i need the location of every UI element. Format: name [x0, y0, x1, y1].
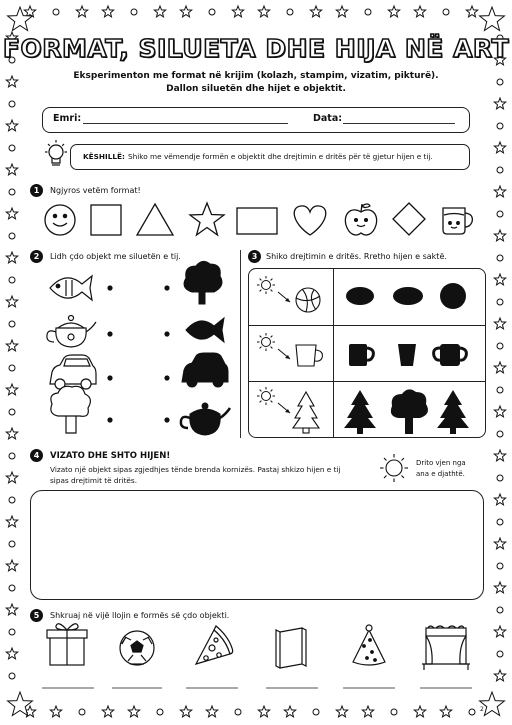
shapes-row [0, 198, 512, 244]
border-circle-icon [9, 145, 15, 151]
section-5-instruction: Shkruaj në vijë llojin e formës së çdo objekti. [50, 611, 230, 620]
border-star-icon [494, 318, 505, 329]
shadow-option-pine-tree[interactable] [437, 390, 469, 434]
triangle-shape[interactable] [137, 204, 173, 235]
border-circle-icon [497, 475, 503, 481]
arrow-icon [278, 403, 290, 413]
border-circle-icon [365, 9, 371, 15]
border-star-icon [50, 706, 61, 717]
border-star-icon [154, 6, 165, 17]
border-circle-icon [287, 9, 293, 15]
border-star-icon [388, 6, 399, 17]
fish-object [50, 276, 92, 300]
shadow-option-cup[interactable] [398, 344, 416, 366]
fish-silhouette[interactable] [186, 318, 224, 342]
border-circle-icon [497, 563, 503, 569]
border-circle-icon [443, 9, 449, 15]
section-1-instruction: Ngjyros vetëm format! [50, 186, 141, 195]
section-5-number: 5 [30, 609, 43, 622]
border-star-icon [494, 186, 505, 197]
smiley-face-shape[interactable] [45, 205, 75, 235]
subtitle [60, 70, 452, 96]
border-circle-icon [9, 101, 15, 107]
border-circle-icon [9, 497, 15, 503]
border-circle-icon [9, 189, 15, 195]
matching-area [0, 258, 240, 448]
border-star-icon [180, 6, 191, 17]
border-star-icon [6, 560, 17, 571]
apple-shape[interactable] [345, 204, 376, 235]
section-2-number: 2 [30, 250, 43, 263]
name-date-box [42, 107, 470, 133]
border-circle-icon [497, 607, 503, 613]
sun-icon [257, 333, 275, 351]
border-star-icon [494, 98, 505, 109]
border-circle-icon [469, 709, 475, 715]
border-star-icon [232, 6, 243, 17]
date-line[interactable] [343, 123, 455, 124]
border-star-icon [494, 538, 505, 549]
border-circle-icon [209, 9, 215, 15]
book-object [276, 628, 306, 668]
border-circle-icon [391, 709, 397, 715]
border-circle-icon [79, 709, 85, 715]
teapot-silhouette[interactable] [181, 403, 230, 435]
shadow-option-mug[interactable] [434, 344, 467, 366]
diamond-shape[interactable] [393, 203, 425, 235]
light-note-1: Drito vjen nga [416, 459, 466, 467]
mug-shape[interactable] [443, 208, 472, 234]
name-line[interactable] [83, 123, 288, 124]
border-star-icon [6, 604, 17, 615]
border-star-icon [6, 76, 17, 87]
section-3-number: 3 [248, 250, 261, 263]
tree-silhouette[interactable] [184, 261, 222, 304]
border-star-icon [466, 6, 477, 17]
border-star-icon [336, 706, 347, 717]
sun-icon [257, 276, 275, 294]
car-object [50, 355, 96, 389]
objects-row [0, 620, 512, 692]
border-star-icon [102, 706, 113, 717]
border-circle-icon [497, 123, 503, 129]
border-star-icon [494, 362, 505, 373]
name-label: Emri: [53, 113, 82, 124]
border-circle-icon [497, 79, 503, 85]
border-star-icon [180, 706, 191, 717]
theater-stage-object [422, 626, 470, 670]
border-star-icon [128, 706, 139, 717]
rectangle-shape[interactable] [237, 208, 277, 234]
border-star-icon [6, 164, 17, 175]
light-note-2: ana e djathtë. [416, 470, 465, 478]
border-star-icon [6, 120, 17, 131]
section-2-instruction: Lidh çdo objekt me siluetën e tij. [50, 252, 181, 261]
border-circle-icon [235, 709, 241, 715]
ball-object [296, 288, 320, 312]
section-1-number: 1 [30, 184, 43, 197]
shadow-option-ellipse[interactable] [393, 287, 423, 305]
shadow-option-round-tree[interactable] [391, 389, 428, 434]
lightbulb-icon [42, 138, 70, 174]
tree-object [51, 386, 91, 433]
border-star-icon [76, 6, 87, 17]
border-circle-icon [9, 541, 15, 547]
border-star-icon [494, 582, 505, 593]
page-number: 2 [480, 706, 484, 713]
shadow-table-drawings [248, 268, 484, 436]
car-silhouette[interactable] [182, 353, 228, 387]
arrow-icon [278, 292, 290, 302]
teapot-object [47, 316, 96, 348]
square-shape[interactable] [91, 205, 121, 235]
section-4-text-2: sipas drejtimit të dritës. [50, 476, 138, 485]
border-circle-icon [497, 519, 503, 525]
border-circle-icon [497, 299, 503, 305]
star-shape[interactable] [190, 203, 224, 235]
border-star-icon [206, 706, 217, 717]
section-4-number: 4 [30, 449, 43, 462]
border-star-icon [284, 706, 295, 717]
border-circle-icon [9, 585, 15, 591]
border-circle-icon [131, 9, 137, 15]
subtitle-line-2: Dallon siluetën dhe hijet e objektit. [166, 84, 346, 94]
border-star-icon [440, 706, 451, 717]
heart-shape[interactable] [294, 206, 326, 235]
border-star-icon [480, 7, 505, 31]
border-star-icon [494, 450, 505, 461]
border-star-icon [494, 142, 505, 153]
border-star-icon [494, 406, 505, 417]
border-star-icon [414, 6, 425, 17]
border-star-icon [494, 274, 505, 285]
page-title: FORMAT, SILUETA DHE HIJA NË ART [2, 34, 510, 63]
gift-object [47, 624, 87, 665]
border-circle-icon [497, 167, 503, 173]
section-3-instruction: Shiko drejtimin e dritës. Rretho hijen e saktë. [266, 252, 447, 261]
sun-icon [378, 452, 410, 484]
subtitle-line-1: Eksperimenton me format në krijim (kolazh, stampim, vizatim, pikturë). [73, 71, 439, 81]
border-circle-icon [9, 453, 15, 459]
border-star-icon [494, 494, 505, 505]
shadow-option-ellipse[interactable] [346, 287, 374, 305]
border-circle-icon [157, 709, 163, 715]
pizza-slice-object [196, 626, 233, 664]
sun-icon [257, 387, 275, 405]
border-star-icon [414, 706, 425, 717]
party-hat-object [353, 625, 385, 665]
border-circle-icon [497, 255, 503, 261]
soccer-ball-object [120, 631, 154, 665]
border-star-icon [258, 6, 269, 17]
shadow-option-pine-tree[interactable] [344, 390, 376, 434]
border-star-icon [102, 6, 113, 17]
section-divider [240, 250, 241, 438]
section-4-title: VIZATO DHE SHTO HIJEN! [50, 451, 171, 461]
border-star-icon [258, 706, 269, 717]
border-circle-icon [53, 9, 59, 15]
tip-text: Shiko me vëmendje formën e objektit dhe drejtimin e dritës për të gjetur hijen e tij. [128, 152, 433, 161]
border-circle-icon [497, 431, 503, 437]
tip-label: KËSHILLË: [83, 152, 125, 161]
pine-tree-object [293, 392, 319, 433]
shadow-option-circle[interactable] [440, 283, 466, 309]
border-star-icon [310, 6, 321, 17]
tip-box [70, 144, 470, 170]
date-label: Data: [313, 113, 343, 124]
shadow-option-mug[interactable] [349, 344, 373, 366]
border-circle-icon [313, 709, 319, 715]
drawing-frame[interactable] [30, 490, 484, 600]
border-circle-icon [497, 387, 503, 393]
border-star-icon [6, 516, 17, 527]
arrow-icon [278, 349, 290, 359]
cup-object [296, 345, 322, 366]
border-star-icon [362, 706, 373, 717]
section-4-text-1: Vizato një objekt sipas zgjedhjes tënde brenda kornizës. Pastaj shkizo hijen e tij [50, 465, 341, 474]
border-star-icon [6, 472, 17, 483]
border-star-icon [336, 6, 347, 17]
border-circle-icon [497, 343, 503, 349]
